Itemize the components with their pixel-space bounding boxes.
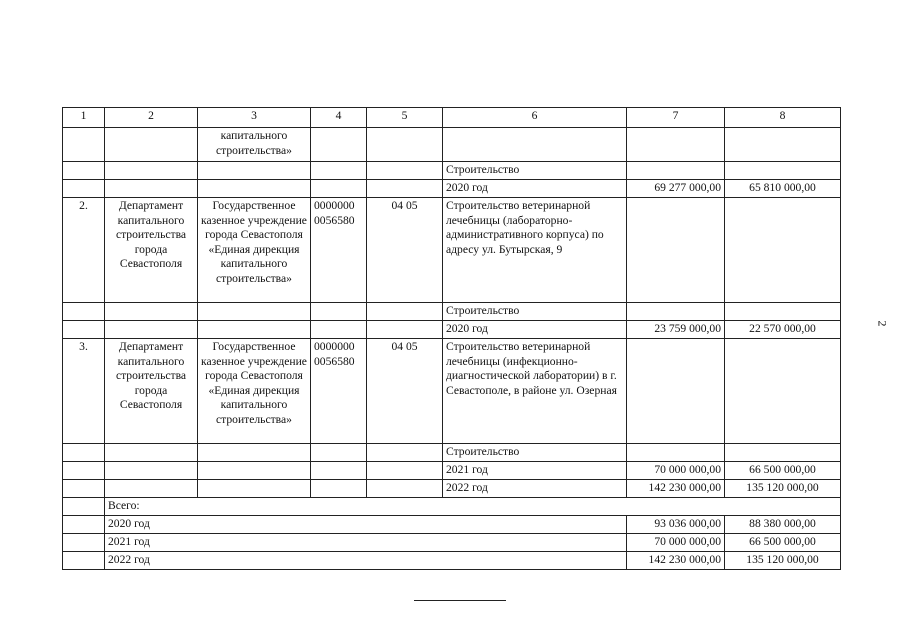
- table-row: [63, 444, 841, 462]
- table-row: [63, 321, 841, 339]
- total-amount: 70 000 000,00: [627, 534, 725, 552]
- amount-cell: 65 810 000,00: [725, 180, 841, 198]
- total-amount: 142 230 000,00: [627, 552, 725, 570]
- table-row: [63, 339, 841, 444]
- table-row: [63, 303, 841, 321]
- amount-cell: 22 570 000,00: [725, 321, 841, 339]
- year-cell: 2022 год: [443, 480, 627, 498]
- header-cell: 8: [725, 108, 841, 128]
- header-cell: 3: [198, 108, 311, 128]
- object-cell: Строительство ветеринарной лечебницы (лабораторно-административного корпуса) по адресу ул. Бутырская, 9: [443, 198, 627, 303]
- amount-cell: 66 500 000,00: [725, 462, 841, 480]
- footer-divider: [414, 600, 506, 601]
- total-year: 2022 год: [105, 552, 627, 570]
- department-cell: Департамент капитального строительства города Севастополя: [105, 339, 198, 444]
- row-number: 3.: [63, 339, 105, 444]
- total-amount: 135 120 000,00: [725, 552, 841, 570]
- page-number: 2: [875, 320, 890, 327]
- section-cell: 04 05: [367, 198, 443, 303]
- object-cell: Строительство ветеринарной лечебницы (инфекционно-диагностической лаборатории) в г. Севастополе, в районе ул. Озерная: [443, 339, 627, 444]
- header-cell: 7: [627, 108, 725, 128]
- row-number: 2.: [63, 198, 105, 303]
- institution-cell: Государственное казенное учреждение города Севастополя «Единая дирекция капитального строительства»: [198, 339, 311, 444]
- year-cell: 2020 год: [443, 180, 627, 198]
- table-row: [63, 480, 841, 498]
- table-row: [63, 198, 841, 303]
- total-amount: 88 380 000,00: [725, 516, 841, 534]
- header-cell: 5: [367, 108, 443, 128]
- section-cell: 04 05: [367, 339, 443, 444]
- total-row: [63, 498, 841, 516]
- year-cell: 2020 год: [443, 321, 627, 339]
- construction-label: Строительство: [443, 444, 627, 462]
- department-cell: Департамент капитального строительства города Севастополя: [105, 198, 198, 303]
- total-row: [63, 534, 841, 552]
- header-cell: 1: [63, 108, 105, 128]
- code-cell: 0000000 0056580: [311, 198, 367, 303]
- amount-cell: 23 759 000,00: [627, 321, 725, 339]
- header-cell: 2: [105, 108, 198, 128]
- construction-label: Строительство: [443, 162, 627, 180]
- institution-cell: Государственное казенное учреждение города Севастополя «Единая дирекция капитального строительства»: [198, 198, 311, 303]
- amount-cell: 135 120 000,00: [725, 480, 841, 498]
- year-cell: 2021 год: [443, 462, 627, 480]
- table-row: [63, 180, 841, 198]
- construction-label: Строительство: [443, 303, 627, 321]
- header-cell: 4: [311, 108, 367, 128]
- institution-cell: капитального строительства»: [198, 128, 311, 162]
- total-year: 2021 год: [105, 534, 627, 552]
- total-row: [63, 516, 841, 534]
- total-row: [63, 552, 841, 570]
- total-year: 2020 год: [105, 516, 627, 534]
- amount-cell: 69 277 000,00: [627, 180, 725, 198]
- header-row: [63, 108, 841, 128]
- total-amount: 66 500 000,00: [725, 534, 841, 552]
- table-row: [63, 128, 841, 162]
- header-cell: 6: [443, 108, 627, 128]
- code-cell: 0000000 0056580: [311, 339, 367, 444]
- amount-cell: 142 230 000,00: [627, 480, 725, 498]
- total-label: Всего:: [105, 498, 841, 516]
- table-row: [63, 462, 841, 480]
- table-row: [63, 162, 841, 180]
- budget-table: [62, 107, 841, 570]
- amount-cell: 70 000 000,00: [627, 462, 725, 480]
- total-amount: 93 036 000,00: [627, 516, 725, 534]
